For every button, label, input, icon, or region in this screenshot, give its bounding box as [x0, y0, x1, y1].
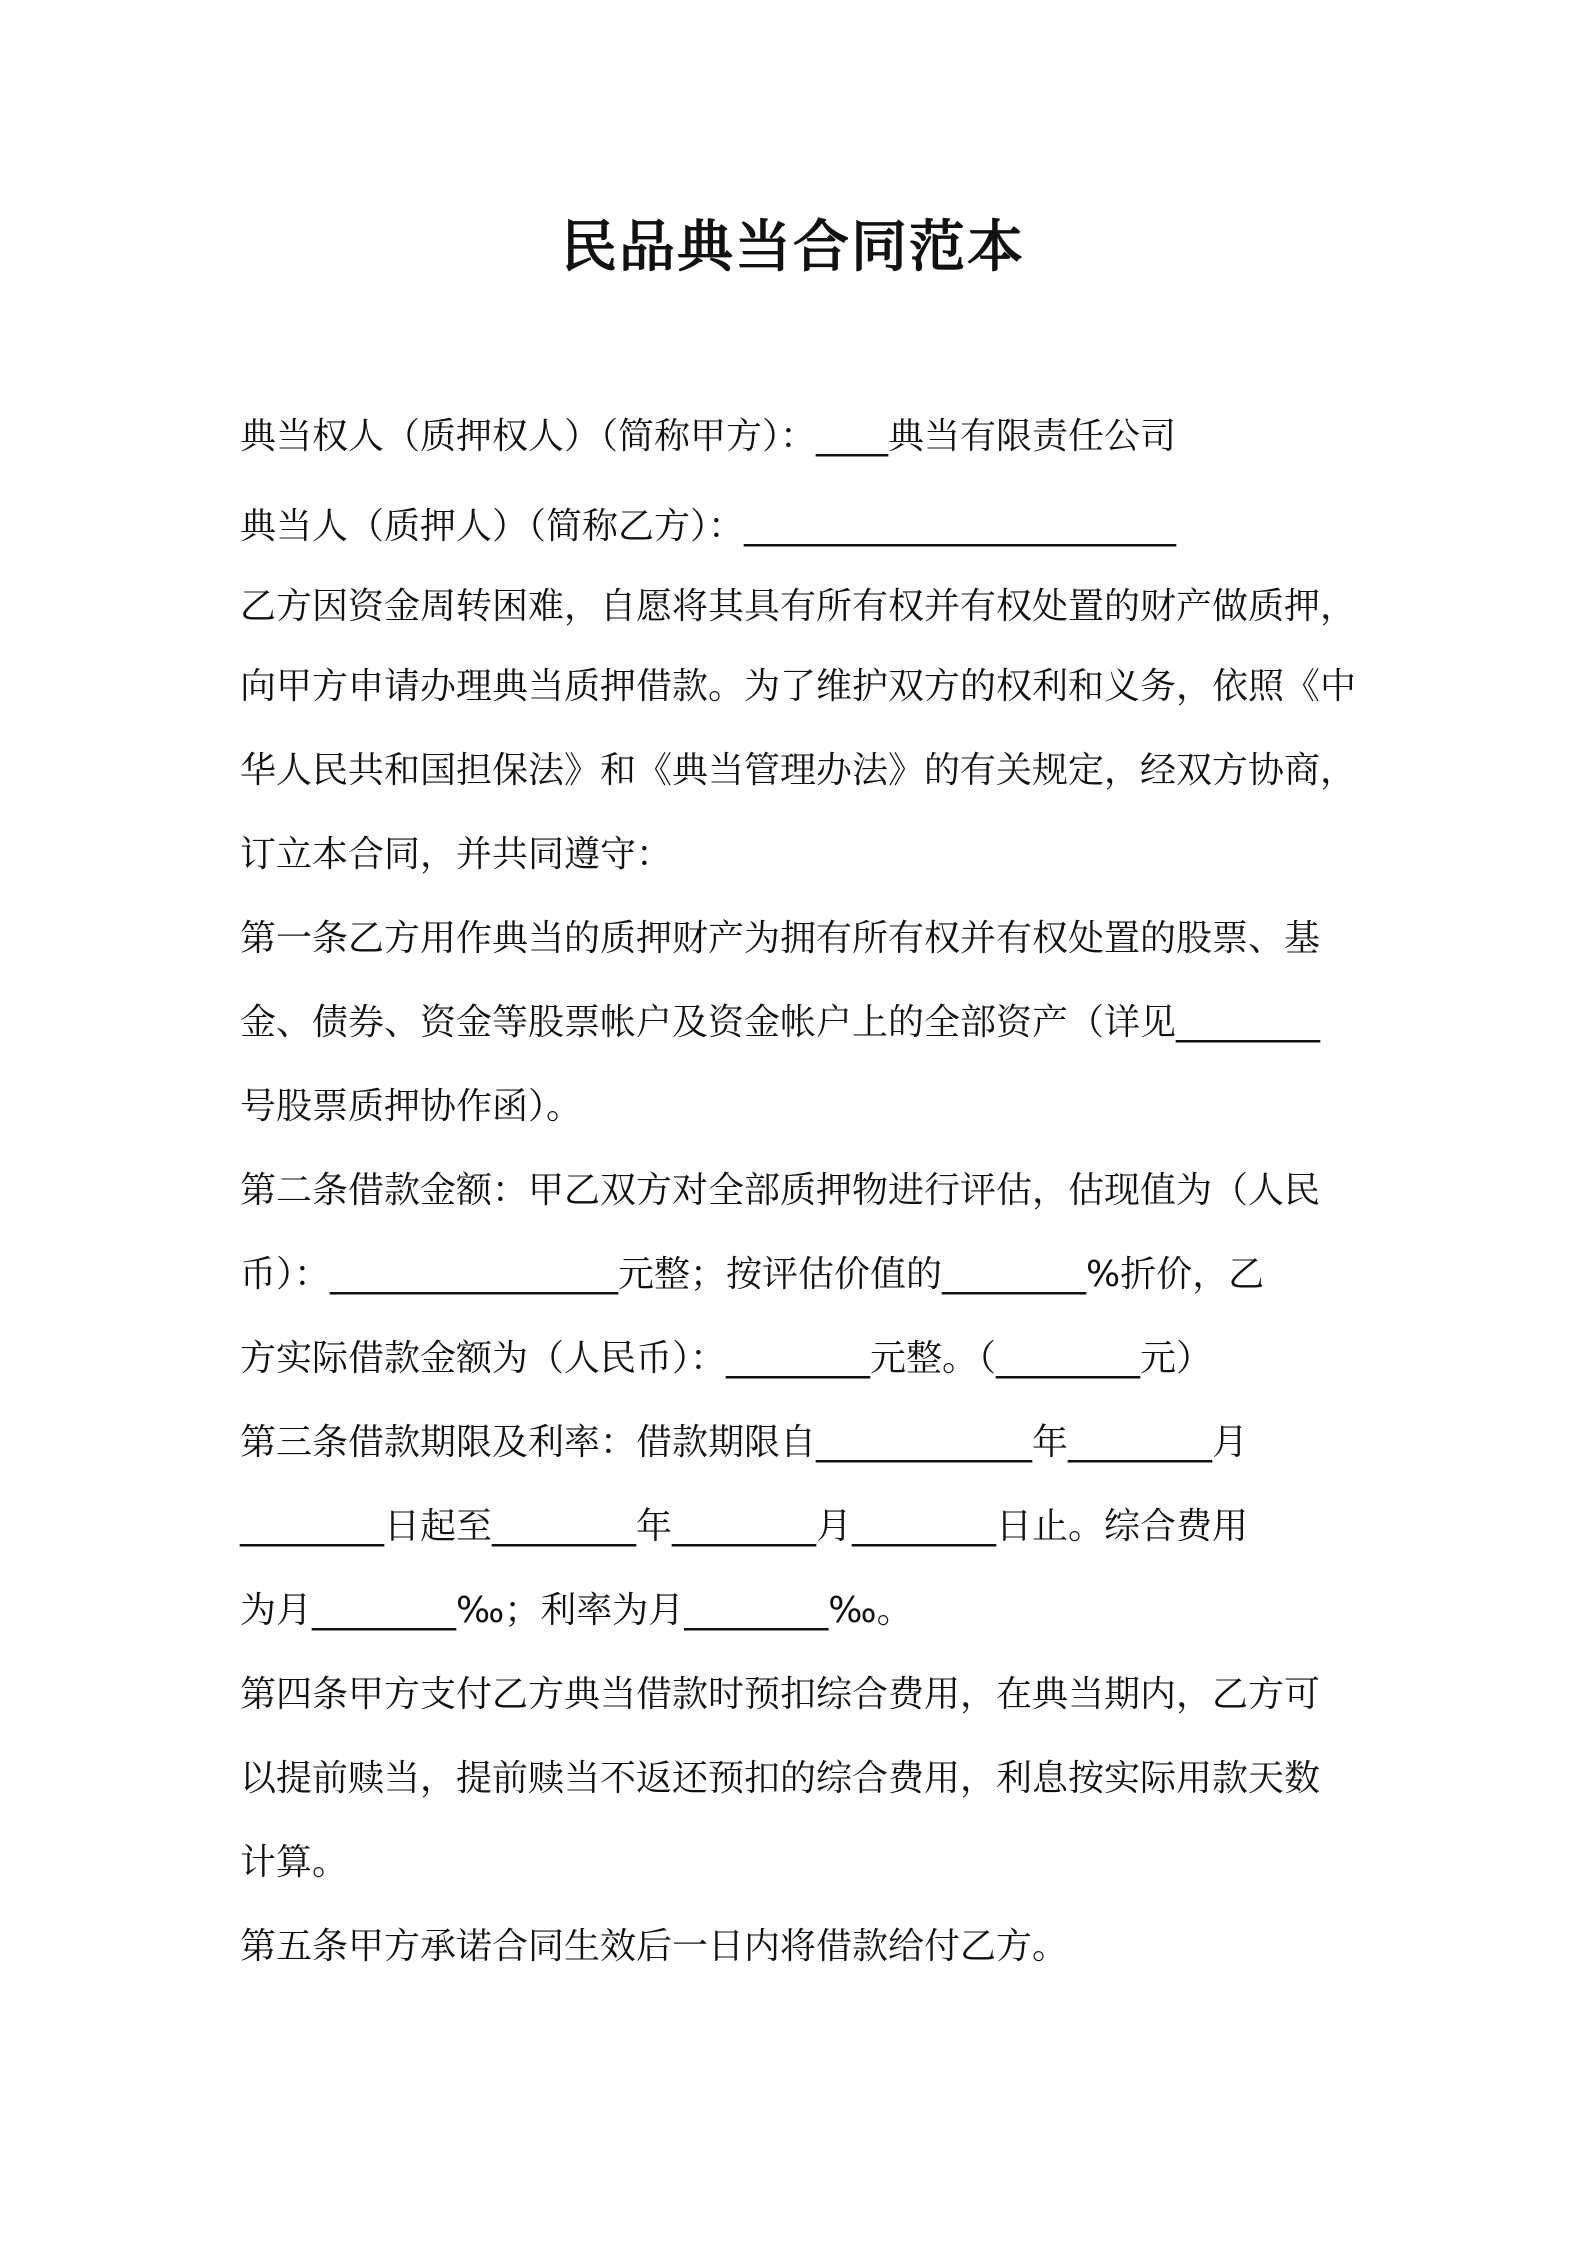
article-5-line-1: 第五条甲方承诺合同生效后一日内将借款给付乙方。	[240, 1926, 1069, 1967]
preamble-line-4: 订立本合同，并共同遵守：	[240, 834, 673, 875]
pawner-party-line: 典当人（质押人）（简称乙方）：________________________	[240, 506, 1177, 547]
article-3-line-3: 为月________‰；利率为月________‰。	[240, 1590, 913, 1631]
article-4-line-2: 以提前赎当，提前赎当不返还预扣的综合费用，利息按实际用款天数	[240, 1758, 1321, 1799]
article-2-line-3: 方实际借款金额为（人民币）：________元整。（________元）	[240, 1338, 1213, 1379]
article-1-line-3: 号股票质押协作函）。	[240, 1086, 583, 1127]
article-1-line-2: 金、债券、资金等股票帐户及资金帐户上的全部资产（详见________	[240, 1002, 1321, 1043]
article-1-line-1: 第一条乙方用作典当的质押财产为拥有所有权并有权处置的股票、基	[240, 918, 1321, 959]
article-2-line-2: 币）：________________元整；按评估价值的________%折价，乙	[240, 1254, 1265, 1295]
document-title: 民品典当合同范本	[561, 215, 1025, 280]
article-3-line-1: 第三条借款期限及利率：借款期限自____________年________月	[240, 1422, 1249, 1463]
preamble-line-1: 乙方因资金周转困难，自愿将其具有所有权并有权处置的财产做质押，	[240, 586, 1357, 627]
article-2-line-1: 第二条借款金额：甲乙双方对全部质押物进行评估，估现值为（人民	[240, 1170, 1321, 1211]
preamble-line-3: 华人民共和国担保法》和《典当管理办法》的有关规定，经双方协商，	[240, 750, 1357, 791]
article-3-line-2: ________日起至________年________月________日止。综合费用	[240, 1506, 1249, 1547]
pawnee-party-line: 典当权人（质押权人）（简称甲方）：____典当有限责任公司	[240, 416, 1177, 457]
preamble-line-2: 向甲方申请办理典当质押借款。为了维护双方的权利和义务，依照《中	[240, 666, 1357, 707]
article-4-line-3: 计算。	[240, 1842, 349, 1883]
article-4-line-1: 第四条甲方支付乙方典当借款时预扣综合费用，在典当期内，乙方可	[240, 1674, 1321, 1715]
